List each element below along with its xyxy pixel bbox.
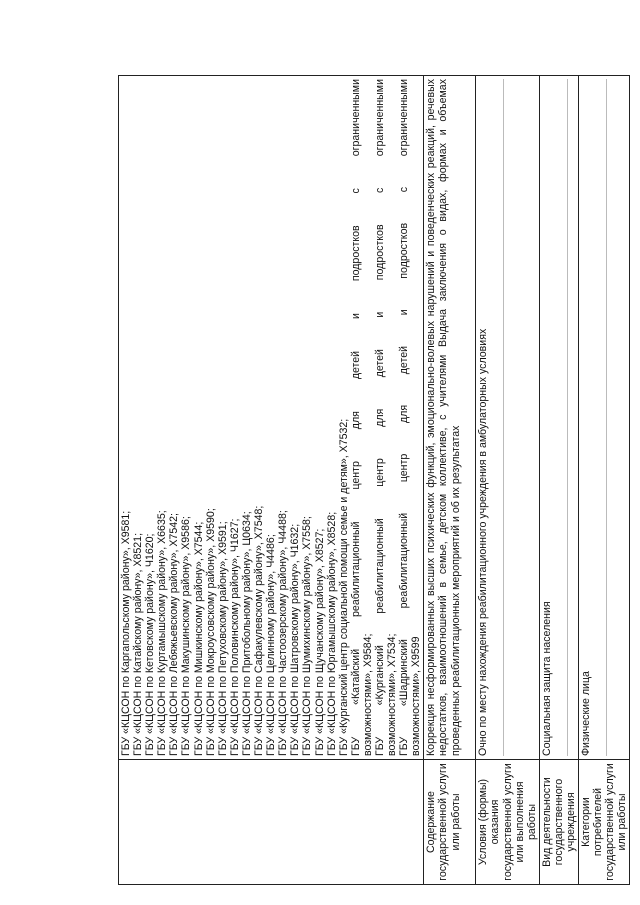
row-label-conditions: Условия (формы) оказания государственной услуги или выполнения работы (476, 760, 539, 885)
fill-line (555, 79, 568, 756)
institution-line: ГБУ «КЦСОН по Каргапольскому району», Х9581; (120, 510, 132, 756)
institution-line: ГБУ «КЦСОН по Лебяжьевскому району», Х7542; (168, 513, 181, 756)
institution-line: ГБУ «КЦСОН по Юргамышскому району», Х8528; (325, 511, 338, 756)
institution-line: ГБУ «КЦСОН по Мишкинскому району», Х7544; (192, 521, 205, 756)
conditions-cell (476, 76, 539, 760)
consumers-cell (579, 76, 630, 760)
institution-line: ГБУ «Курганский центр социальной помощи семье и детям», Х7532; (337, 418, 350, 756)
rotated-table-wrapper (118, 75, 629, 885)
institution-line: ГБУ «КЦСОН по Частоозерскому району», Ч4488; (277, 510, 290, 756)
consumers-text: Физические лица (580, 671, 593, 756)
rehab-center-tail: возможностями», Х7534; (386, 633, 399, 756)
institution-line: ГБУ «КЦСОН по Половинскому району», Ч1627; (228, 518, 241, 756)
rehab-center-line: ГБУ «Курганский реабилитационный центр для детей и подростков с ограниченными (373, 79, 386, 756)
fill-line (594, 79, 607, 756)
table-row (119, 76, 424, 885)
rehab-center-line: ГБУ «Катайский реабилитационный центр для детей и подростков с ограниченными (349, 79, 362, 756)
institution-line: ГБУ «КЦСОН по Кетовскому району», Ч1620; (144, 533, 157, 756)
table-row (476, 76, 539, 885)
institution-line: ГБУ «КЦСОН по Притобольному району», Ц0634; (240, 511, 253, 756)
row-label-activity: Вид деятельности государственного учреждения (539, 760, 578, 885)
institution-line: ГБУ «КЦСОН по Куртамышскому району», Х6635; (156, 510, 169, 756)
rehab-center-tail: возможностями», Х9599 (410, 636, 423, 756)
institution-line: ГБУ «КЦСОН по Мокроусовскому району», Х9590; (204, 508, 217, 756)
table-row (539, 76, 578, 885)
institution-line: ГБУ «КЦСОН по Сафакулевскому району», Х7548; (253, 505, 266, 756)
institution-line: ГБУ «КЦСОН по Катайскому району», Х8521; (132, 532, 145, 756)
activity-text: Социальная защита населения (540, 601, 553, 756)
institution-line: ГБУ «КЦСОН по Макушинскому району», Х9586; (180, 516, 193, 756)
conditions-text: Очно по месту нахождения реабилитационного учреждения в амбулаторных условиях (477, 328, 490, 756)
rehab-center-tail: возможностями», Х9584; (361, 633, 374, 756)
institutions-list (119, 76, 424, 760)
table-row (579, 76, 630, 885)
service-table (118, 75, 630, 885)
service-content-text: Коррекция несформированных высших психических функций, эмоционально-волевых нарушений и поведенческих реакций, речевых недостатков, взаимоотношений в семье, детском коллективе, с учителями Выдача заключения о видах, формах и объемах проведенных реабилитационных мероприятий и об их результатах (424, 76, 476, 760)
institution-line: ГБУ «КЦСОН по Целинному району», Ч4486; (265, 534, 278, 756)
row-label-empty (119, 760, 424, 885)
institution-line: ГБУ «КЦСОН по Щучанскому району», Х8527; (313, 528, 326, 756)
row-label-content: Содержание государственной услуги или работы (424, 760, 476, 885)
institution-line: ГБУ «КЦСОН по Шатровскому району», Ч1632; (289, 523, 302, 756)
institution-line: ГБУ «КЦСОН по Шумихинскому району», Х7558; (301, 516, 314, 756)
rehab-center-line: ГБУ «Шадринский реабилитационный центр для детей и подростков с ограниченными (398, 79, 411, 756)
table-row (424, 76, 476, 885)
fill-line (491, 79, 504, 756)
institution-line: ГБУ «КЦСОН по Петуховскому району», Х9591; (216, 521, 229, 756)
activity-cell (539, 76, 578, 760)
row-label-consumers: Категории потребителей государственной услуги или работы (579, 760, 630, 885)
